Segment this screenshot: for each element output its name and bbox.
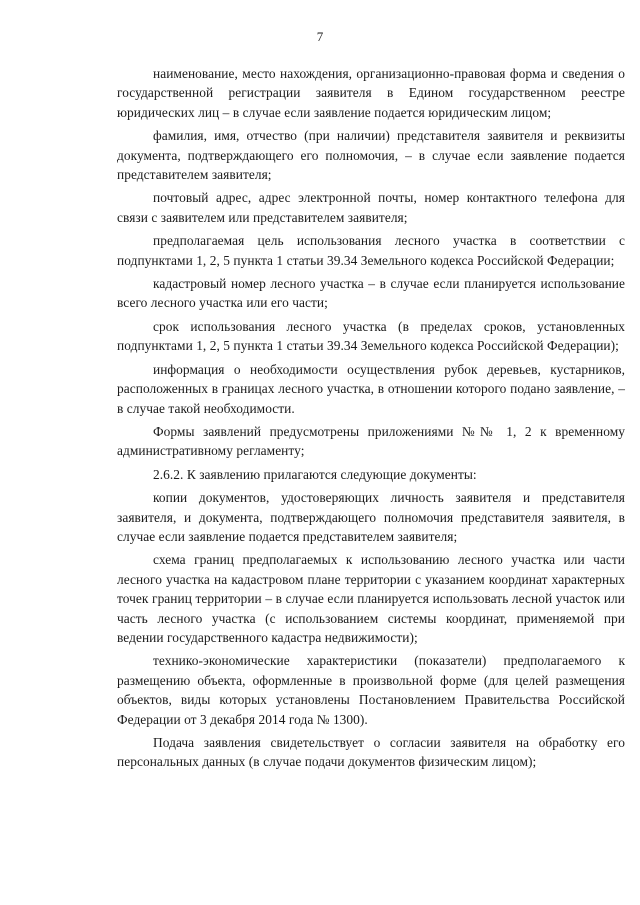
paragraph-usage-term: срок использования лесного участка (в пределах сроков, установленных подпунктами 1, 2, 5 пункта 1 статьи 39.34 Земельного кодекса Российской Федерации); [117, 318, 625, 354]
paragraph-contact-info: почтовый адрес, адрес электронной почты, номер контактного телефона для связи с заявителем или представителем заявителя; [117, 190, 625, 225]
paragraph-intended-purpose: предполагаемая цель использования лесного участка в соответствии с подпунктами 1, 2, 5 пункта 1 статьи 39.34 Земельного кодекса Российской Федерации; [117, 233, 625, 268]
page-number: 7 [316, 29, 324, 44]
paragraph-legal-entity-info: наименование, место нахождения, организационно-правовая форма и сведения о государственной регистрации заявителя в Едином государственном реестре юридических лиц – в случае если заявление подается юридическим лицом; [117, 66, 625, 120]
paragraph-tree-felling-info: информация о необходимости осуществления рубок деревьев, кустарников, расположенных в границах лесного участка, в отношении которого подано заявление, – в случае такой необходимости. [117, 361, 625, 416]
paragraph-application-forms: Формы заявлений предусмотрены приложениями №№ 1, 2 к временному административному регламенту; [117, 423, 625, 459]
paragraph-identity-documents: копии документов, удостоверяющих личность заявителя и представителя заявителя, и документа, подтверждающего полномочия представителя заявителя, в случае если заявление подается представителем заявителя; [117, 490, 625, 544]
document-body [117, 64, 625, 776]
paragraph-personal-data-consent: Подача заявления свидетельствует о согласии заявителя на обработку его персональных данных (в случае подачи документов физическим лицом); [117, 735, 625, 770]
paragraph-cadastral-number: кадастровый номер лесного участка – в случае если планируется использование всего лесного участка или его части; [117, 276, 625, 311]
paragraph-boundary-scheme: схема границ предполагаемых к использованию лесного участка или части лесного участка на кадастровом плане территории с указанием координат характерных точек границ территории – в случае если планируется использовать лесной участок или часть лесного участка (с использованием системы координат, применяемой при ведении государственного кадастра недвижимости); [117, 552, 625, 645]
paragraph-section-2-6-2: 2.6.2. К заявлению прилагаются следующие документы: [153, 466, 477, 482]
paragraph-technical-characteristics: технико-экономические характеристики (показатели) предполагаемого к размещению объекта, оформленные в произвольной форме (для целей размещения объектов, виды которых установлены Постановлением Правительства Российской Федерации от 3 декабря 2014 года № 1300). [117, 653, 625, 727]
paragraph-representative-info: фамилия, имя, отчество (при наличии) представителя заявителя и реквизиты документа, подтверждающего его полномочия, – в случае если заявление подается представителем заявителя; [117, 128, 625, 183]
